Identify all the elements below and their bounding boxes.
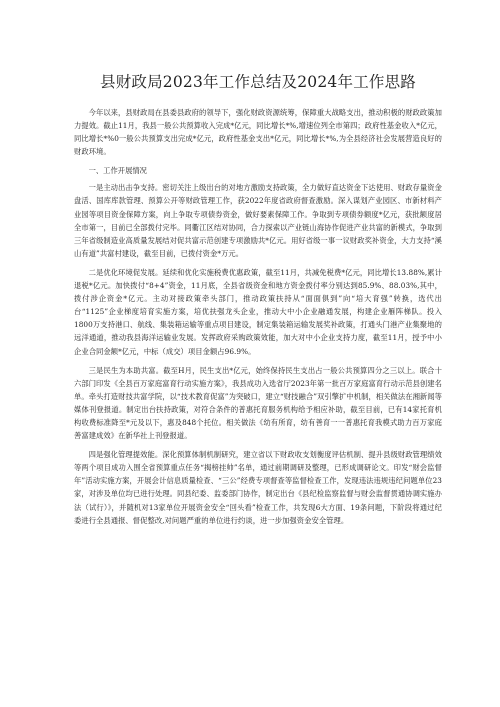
paragraph-1: 一是主动出击争支持。密切关注上级出台的对地方激励支持政策，全力做好直达资金下达使用、财政存量资金盘活、国库库款管理、预算公开等财政管理工作，获2022年度省政府督查激励。深入谋划产业园区、市新材料产业园等项目资金保障方案，向上争取专项债券资金，做好要素保障工作。争取到专项债券额度*亿元，获批额度居全市第一，目前已全部拨付完毕。同衢江区结对协同，合力探索以产业链山海协作促进产业共富的新模式，争取到三年省级制造业高质量发展结对促共富示范创建专项激励共*亿元。用好省级一事一议财政奖补资金，大力支持“溪山有道”共富村建设，截至目前，已拨付资金*万元。 [74,183,442,258]
paragraph-4: 四是强化管理提效能。深化预算体制机制研究，建立省以下财政收支划衡度评估机制、提升县级财政管理绩效等两个项目成功入围全省预算重点任务“揭榜挂帅”名单，通过前期调研及整理，已形成调研论文。印发“财会监督年”活动实施方案，开展会计信息质量检查、“三公”经费专项督查等监督检查工作，发现违法违规违纪问题单位23家，对涉及单位均已进行处理。同县纪委、监委部门协作，制定出台《县纪检监察监督与财会监督贯通协调实施办法（试行）》，并随机对13家单位开展资金安全“回头看”检查工作，共发现6大方面、19条问题，下阶段将通过纪委进行全县通报、督促整改,对问题严重的单位进行约谈，进一步加强资金安全管理。 [74,450,442,525]
section-heading: 一、工作开展情况 [88,166,147,176]
document-title: 县财政局2023年工作总结及2024年工作思路 [100,73,416,91]
paragraph-2: 二是优化环境促发展。延续和优化实施税费优惠政策，截至11月，共减免税费*亿元，同比增长13.88%,累计退税*亿元。加快拨付“8+4”资金，11月底，全县省级资金和地方资金拨付率分别达到85.9%、88.03%,其中，拨付涉企资金*亿元。主动对接政策牵头部门，推动政策扶持从“面面俱到”向“培大育强”转换，选代出台“1125”企业梯度培育实施方案，培优扶强龙头企业，推动大中小企业融通发展，构建企业雁阵梯队。投入1800万支持港口、航线、集装箱运输等重点项目建设，制定集装箱运输发展奖补政策，打通头门港产业集聚地的远洋通道，推动我县海洋运输业发展。发挥政府采购政策效能，加大对中小企业支持力度，截至11月，授予中小企业合同金额*亿元，中标（成交）项目金额占96.9%。 [74,267,442,356]
paragraph-3: 三是民生为本助共富。截至H月，民生支出*亿元，始终保持民生支出占一般公共预算四分之三以上。联合十六部门印发《全县百万家庭富育行动实施方案》，我县成功入选省厅2023年第一批百万家庭富育行动示范县创建名单。牵头打造财技共富学院，以“技术教育促富”为突破口，建立“财技融合”双引擎扩中机制，相关做法在湘新闻等媒体刊登报道。制定出台扶持政策，对符合条件的普惠托育服务机构给予相应补助，截至目前，已有14家托育机构收费标准降至*元及以下，惠及848个托位。相关做法《幼有所育，幼有善育一一普惠托育我模式助力百万家庭善富建成效》在新华社上刊登报道。 [74,365,442,441]
intro-paragraph: 今年以来，县财政局在县委县政府的领导下，强化财政资源统筹，保障重大战略支出，推动积极的财政政策加力提效。截止11月，我县一般公共预算收入完成*亿元，同比增长*%,增速位列全市第四；政府性基金收入*亿元，同比增长*%0一般公共预算支出完成*亿元，政府性基金支出*亿元，同比增长*%,为全县经济社会发展营造良好的财政环境。 [74,108,442,157]
